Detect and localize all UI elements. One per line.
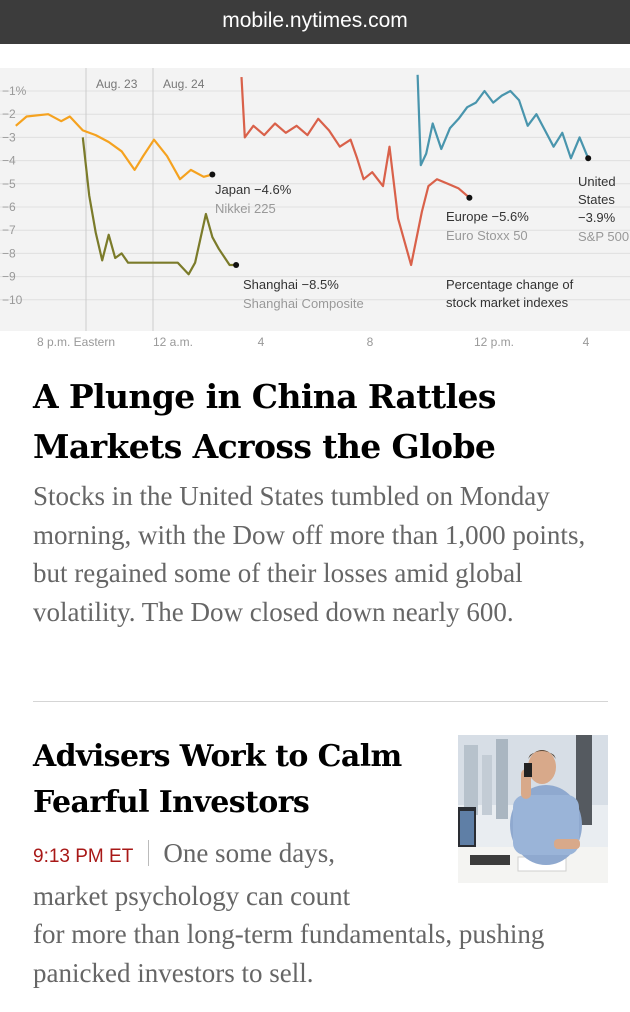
series-endpoint xyxy=(466,195,472,201)
y-tick-label: −4 xyxy=(2,153,16,168)
y-tick-label: −3 xyxy=(2,130,16,145)
x-tick-label: 8 p.m. Eastern xyxy=(36,335,116,349)
story-divider xyxy=(33,701,608,702)
europe-label: Europe −5.6% xyxy=(446,209,529,224)
y-tick-label: −10 xyxy=(2,292,23,307)
story2-summary[interactable] xyxy=(33,834,608,992)
browser-url-bar[interactable] xyxy=(0,0,630,44)
series-endpoint xyxy=(585,155,591,161)
y-tick-label: −2 xyxy=(2,107,16,122)
story2-summary-line2: market psychology can count xyxy=(33,880,351,911)
us-label-line1: United xyxy=(578,174,616,189)
story2-first-line xyxy=(33,834,608,877)
date-label: Aug. 24 xyxy=(163,77,205,91)
market-chart[interactable] xyxy=(0,44,630,356)
series-endpoint xyxy=(233,262,239,268)
chart-svg xyxy=(0,44,630,356)
story1-summary[interactable]: Stocks in the United States tumbled on Monday morning, with the Dow off more than 1,000 points, but regained some of their losses amid global volatility. The Dow closed down nearly 600. xyxy=(33,481,586,627)
europe-sublabel: Euro Stoxx 50 xyxy=(446,228,528,243)
story2-summary-line1: One some days, xyxy=(163,838,336,868)
y-tick-label: −1% xyxy=(2,84,27,98)
timestamp-separator xyxy=(148,840,149,866)
story2-summary-rest: for more than long-term fundamentals, pushing panicked investors to sell. xyxy=(33,919,545,988)
y-tick-label: −6 xyxy=(2,200,16,214)
chart-note-line2: stock market indexes xyxy=(446,295,569,310)
y-tick-label: −8 xyxy=(2,246,16,261)
us-value-label: −3.9% xyxy=(578,210,616,225)
us-sublabel: S&P 500 xyxy=(578,229,630,244)
story2-timestamp: 9:13 PM ET xyxy=(33,846,134,867)
shanghai-sublabel: Shanghai Composite xyxy=(243,296,364,311)
date-label: Aug. 23 xyxy=(96,77,138,91)
y-tick-label: −9 xyxy=(2,269,16,284)
y-tick-label: −7 xyxy=(2,223,16,238)
x-tick-label: 4 xyxy=(257,335,265,349)
x-tick-label: 12 p.m. xyxy=(473,335,515,349)
japan-label: Japan −4.6% xyxy=(215,182,292,197)
x-tick-label: 4 xyxy=(582,335,590,349)
x-tick-label: 8 xyxy=(366,335,374,349)
series-endpoint xyxy=(209,172,215,178)
story1-headline[interactable]: A Plunge in China Rattles Markets Across the Globe xyxy=(33,377,496,466)
chart-note-line1: Percentage change of xyxy=(446,277,574,292)
shanghai-label: Shanghai −8.5% xyxy=(243,277,339,292)
us-label-line2: States xyxy=(578,192,615,207)
url-text: mobile.nytimes.com xyxy=(222,9,408,32)
story2-headline[interactable]: Advisers Work to Calm Fearful Investors xyxy=(33,739,402,820)
x-tick-label: 12 a.m. xyxy=(152,335,194,349)
japan-sublabel: Nikkei 225 xyxy=(215,201,276,216)
y-tick-label: −5 xyxy=(2,176,16,191)
